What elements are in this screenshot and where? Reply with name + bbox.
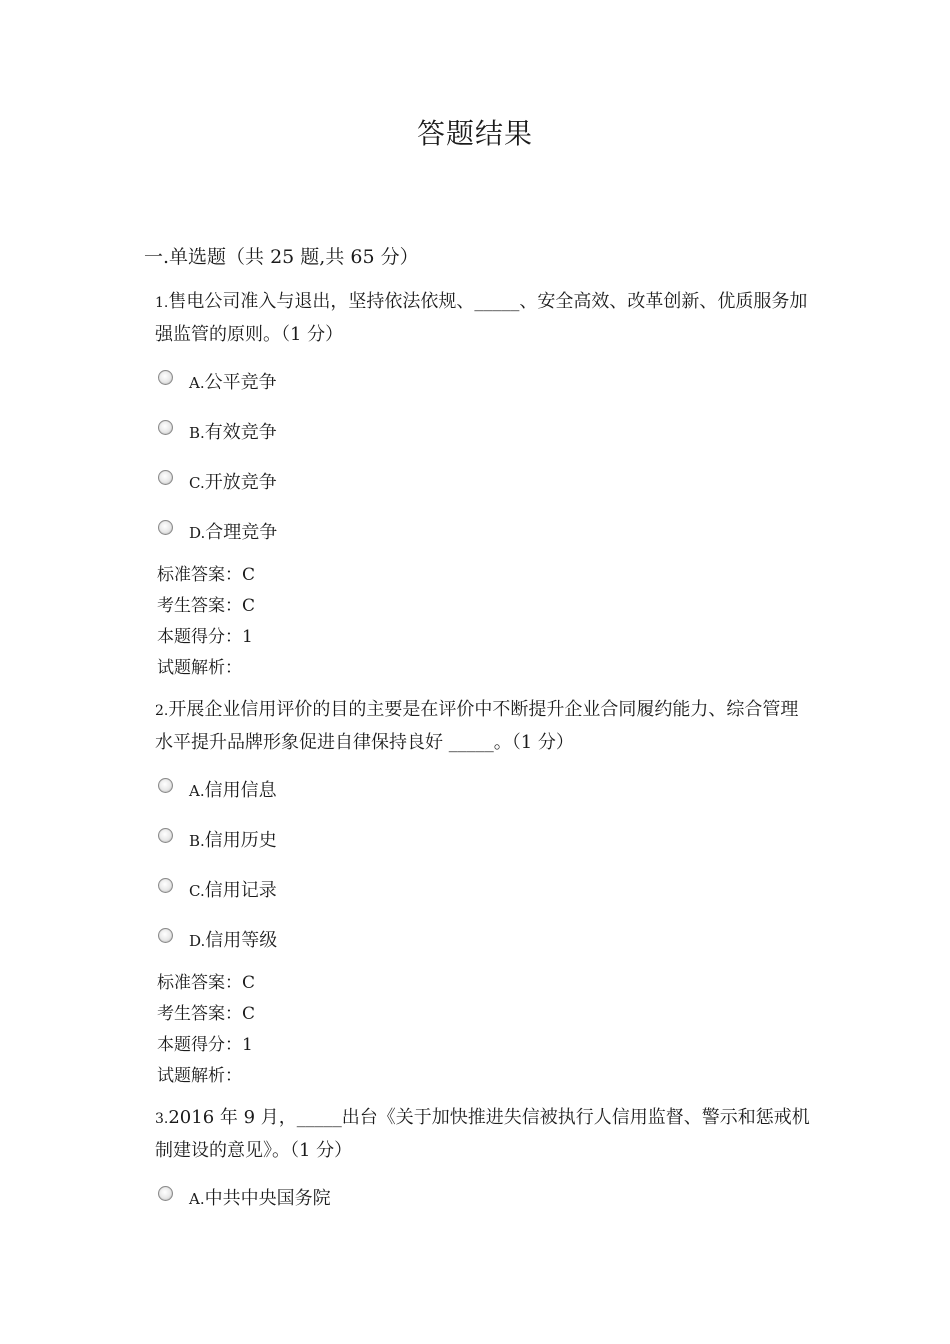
standard-answer: 标准答案：C bbox=[157, 565, 256, 585]
option-label: C.开放竞争 bbox=[189, 472, 277, 493]
option-b[interactable] bbox=[155, 410, 815, 460]
radio-button-icon[interactable] bbox=[158, 470, 173, 485]
option-label: A.中共中央国务院 bbox=[189, 1188, 331, 1209]
student-answer: 考生答案：C bbox=[157, 596, 256, 616]
option-label: C.信用记录 bbox=[189, 880, 277, 901]
radio-button-icon[interactable] bbox=[158, 370, 173, 385]
question-number: 1. bbox=[155, 295, 169, 311]
radio-button-icon[interactable] bbox=[158, 878, 173, 893]
question-text: 2016 年 9 月，_____出台《关于加快推进失信被执行人信用监督、警示和惩戒机制建设的意见》。（1 分） bbox=[155, 1107, 810, 1161]
option-label: B.信用历史 bbox=[189, 830, 277, 851]
question-text: 开展企业信用评价的目的主要是在评价中不断提升企业合同履约能力、综合管理水平提升品牌形象促进自律保持良好 _____。（1 分） bbox=[155, 699, 799, 753]
standard-answer: 标准答案：C bbox=[157, 973, 256, 993]
radio-button-icon[interactable] bbox=[158, 1186, 173, 1201]
section-header: 一.单选题（共 25 题,共 65 分） bbox=[144, 246, 419, 268]
question-1 bbox=[155, 286, 815, 684]
option-c[interactable] bbox=[155, 868, 815, 918]
question-score: 本题得分：1 bbox=[157, 1035, 253, 1055]
radio-button-icon[interactable] bbox=[158, 828, 173, 843]
option-label: D.信用等级 bbox=[189, 930, 278, 951]
radio-button-icon[interactable] bbox=[158, 420, 173, 435]
question-analysis: 试题解析： bbox=[157, 658, 242, 678]
question-text: 售电公司准入与退出，坚持依法依规、_____、安全高效、改革创新、优质服务加强监管的原则。（1 分） bbox=[155, 291, 808, 345]
question-score: 本题得分：1 bbox=[157, 627, 253, 647]
option-b[interactable] bbox=[155, 818, 815, 868]
option-label: D.合理竞争 bbox=[189, 522, 278, 543]
question-3 bbox=[155, 1102, 815, 1226]
option-a[interactable] bbox=[155, 360, 815, 410]
answer-info bbox=[155, 968, 815, 1092]
option-d[interactable] bbox=[155, 510, 815, 560]
question-stem bbox=[155, 286, 815, 350]
radio-button-icon[interactable] bbox=[158, 778, 173, 793]
option-label: B.有效竞争 bbox=[189, 422, 277, 443]
option-label: A.信用信息 bbox=[189, 780, 277, 801]
question-number: 3. bbox=[155, 1111, 169, 1127]
radio-button-icon[interactable] bbox=[158, 928, 173, 943]
option-d[interactable] bbox=[155, 918, 815, 968]
option-c[interactable] bbox=[155, 460, 815, 510]
answer-info bbox=[155, 560, 815, 684]
option-a[interactable] bbox=[155, 768, 815, 818]
radio-button-icon[interactable] bbox=[158, 520, 173, 535]
page-title: 答题结果 bbox=[416, 117, 533, 150]
question-2 bbox=[155, 694, 815, 1092]
question-number: 2. bbox=[155, 703, 169, 719]
option-a[interactable] bbox=[155, 1176, 815, 1226]
student-answer: 考生答案：C bbox=[157, 1004, 256, 1024]
question-stem bbox=[155, 694, 815, 758]
question-analysis: 试题解析： bbox=[157, 1066, 242, 1086]
option-label: A.公平竞争 bbox=[189, 372, 277, 393]
question-stem bbox=[155, 1102, 815, 1166]
